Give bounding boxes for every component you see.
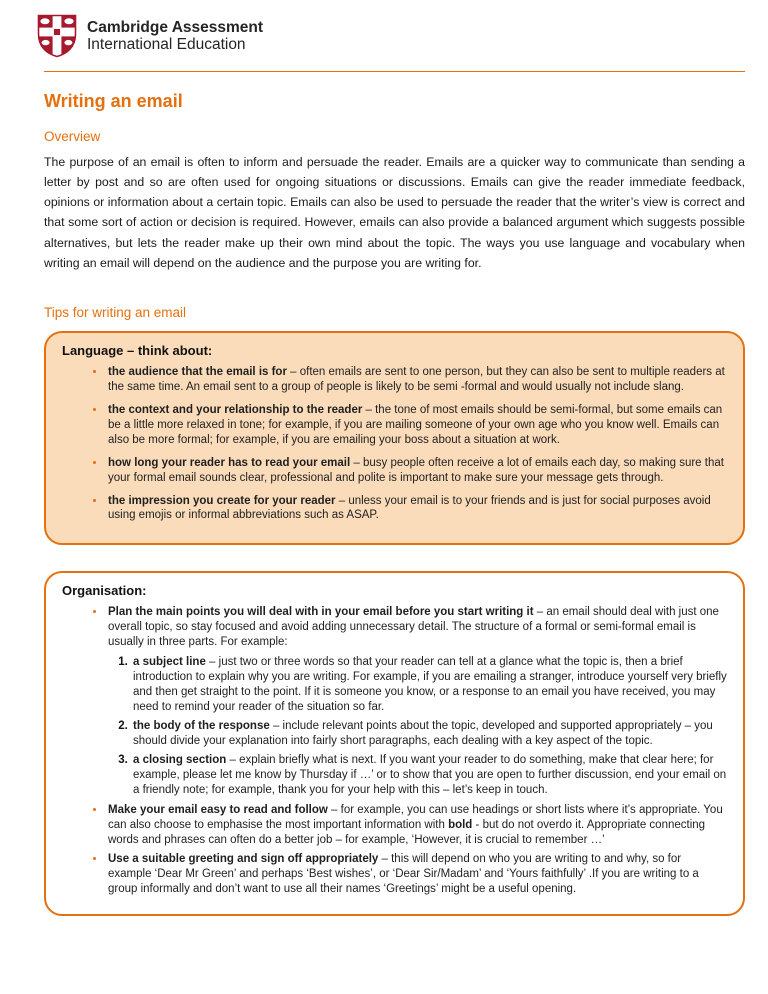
bullet-text: – unless your email is to your friends and is just for social purposes avoid using emojis or informal abbreviations such as ASAP. xyxy=(108,494,711,522)
list-item xyxy=(106,494,727,524)
tips-heading: Tips for writing an email xyxy=(44,304,187,320)
numbered-lead: the body of the response xyxy=(133,719,270,732)
bold-word: bold xyxy=(448,818,473,831)
bullet-text: – this will depend on who you are writing to and why, so for example ‘Dear Mr Green’ and perhaps ‘Best wishes’, or ‘Dear Sir/Madam’ and ‘Yours faithfully’ .If you are writing to a group informally and don’t want to use all their names ‘Greetings’ might be a useful opening. xyxy=(108,853,699,896)
bullet-text: – for example, you can use headings or short lists where it’s appropriate. You can also choose to emphasise the most important information with xyxy=(108,803,723,831)
bullet-lead: Use a suitable greeting and sign off appropriately xyxy=(108,853,379,866)
organisation-bullet-list xyxy=(62,605,727,897)
numbered-text: – include relevant points about the topic, developed and supported appropriately – you should divide your explanation into fairly short paragraphs, each dealing with a key aspect of the topic. xyxy=(133,719,713,747)
page-title: Writing an email xyxy=(44,91,183,111)
list-item xyxy=(106,365,727,395)
brand-line-2: International Education xyxy=(87,36,246,53)
organisation-box-title: Organisation: xyxy=(62,583,147,599)
numbered-lead: a subject line xyxy=(133,656,206,669)
bullet-text: – often emails are sent to one person, but they can also be sent to multiple readers at the same time. An email sent to a group of people is likely to be semi -formal and would usually not include slang. xyxy=(108,365,725,393)
overview-heading: Overview xyxy=(44,129,101,144)
language-bullet-list xyxy=(62,365,727,523)
list-item xyxy=(131,753,727,798)
list-item xyxy=(106,852,727,897)
list-item xyxy=(131,655,727,715)
bullet-text: – busy people often receive a lot of emails each day, so making sure that your formal email sounds clear, professional and polite is important to make sure your message gets through. xyxy=(108,456,724,484)
overview-paragraph: The purpose of an email is often to inform and persuade the reader. Emails are a quicker way to communicate than sending a letter by post and so are often used for ongoing situations or discussions. Emails can give the reader immediate feedback, opinions or information about a certain topic. Emails can also be used to persuade the reader that the writer’s view is correct and that some sort of action or decision is required. However, emails can also provide a balanced argument which suggests possible alternatives, but lets the reader make up their own mind about the topic. The ways you use language and vocabulary when writing an email will depend on the audience and the purpose you are writing for. xyxy=(44,155,745,270)
brand-name xyxy=(87,19,263,54)
brand-line-1: Cambridge Assessment xyxy=(87,18,264,36)
email-structure-list xyxy=(108,655,727,797)
numbered-text: – just two or three words so that your reader can tell at a glance what the topic is, then a brief introduction to explain why you are writing. For example, if you are emailing a stranger, introduce yourself very briefly and then get straight to the point. If it is someone you know, or a response to an email you have received, you may need to remind your reader of the situation so far. xyxy=(133,656,727,713)
header-divider xyxy=(44,71,745,72)
language-box xyxy=(44,331,745,545)
bullet-lead: the audience that the email is for xyxy=(108,365,287,378)
language-box-title: Language – think about: xyxy=(62,342,213,358)
bullet-text: – an email should deal with just one overall topic, so stay focused and avoid adding unnecessary detail. The structure of a formal or semi-formal email is usually in three parts. For example: xyxy=(108,606,719,649)
list-item xyxy=(106,803,727,848)
bullet-lead: Plan the main points you will deal with in your email before you start writing it xyxy=(108,606,534,619)
bullet-text: - but do not overdo it. Appropriate connecting words and phrases can often do a better job – for example, ‘However, it is crucial to remember …’ xyxy=(108,818,706,846)
bullet-lead: Make your email easy to read and follow xyxy=(108,803,328,816)
bullet-text: – the tone of most emails should be semi-formal, but some emails can be a little more relaxed in tone; for example, if you are mailing someone of your own age who you know well. Emails can also be more formal; for example, if you are emailing your boss about a situation at work. xyxy=(108,403,723,446)
list-item xyxy=(106,456,727,486)
brand-header xyxy=(37,14,745,58)
organisation-box xyxy=(44,571,745,916)
bullet-lead: how long your reader has to read your email xyxy=(108,456,351,469)
numbered-text: – explain briefly what is next. If you want your reader to do something, make that clear here; for example, please let me know by Thursday if …’ or to show that you are open to further discussion, end your email on a friendly note; for example, thank you for your help with this – let’s keep in touch. xyxy=(133,753,727,796)
cambridge-shield-logo-icon xyxy=(37,14,77,58)
list-item xyxy=(106,403,727,448)
numbered-lead: a closing section xyxy=(133,753,227,766)
list-item xyxy=(106,605,727,797)
list-item xyxy=(131,719,727,749)
bullet-lead: the context and your relationship to the reader xyxy=(108,403,363,416)
bullet-lead: the impression you create for your reader xyxy=(108,494,336,507)
